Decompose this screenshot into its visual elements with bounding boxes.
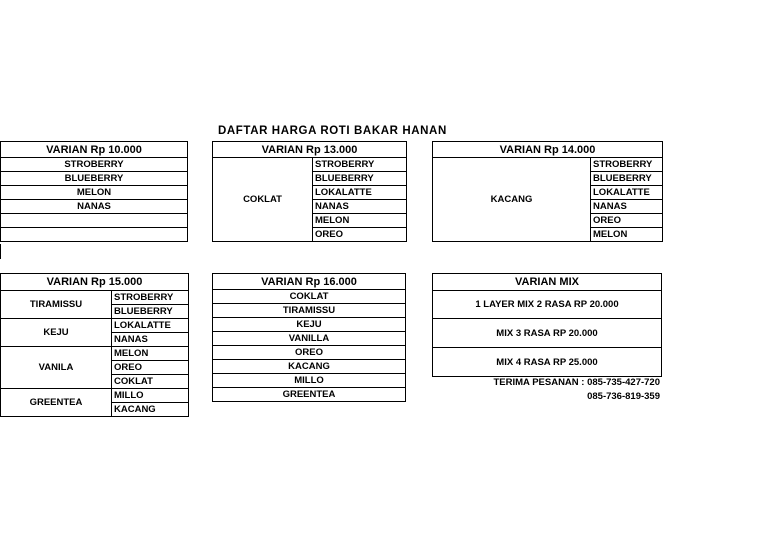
- list-item: MELON: [112, 347, 189, 361]
- list-item: NANAS: [1, 200, 188, 214]
- list-item: NANAS: [591, 200, 663, 214]
- page-title: DAFTAR HARGA ROTI BAKAR HANAN: [218, 125, 447, 137]
- contact-line-2: 085-736-819-359: [587, 391, 660, 402]
- contact-line-1: TERIMA PESANAN : 085-735-427-720: [493, 377, 660, 388]
- list-item: NANAS: [112, 333, 189, 347]
- divider: [0, 244, 1, 259]
- base-flavor: COKLAT: [213, 158, 313, 242]
- table-varian-16000: [212, 273, 406, 402]
- list-item: KEJU: [213, 318, 406, 332]
- group-name: TIRAMISSU: [1, 291, 112, 319]
- base-flavor: KACANG: [433, 158, 591, 242]
- list-item: MELON: [591, 228, 663, 242]
- table-header: VARIAN Rp 13.000: [213, 142, 407, 158]
- table-header: VARIAN MIX: [433, 274, 662, 291]
- list-item: TIRAMISSU: [213, 304, 406, 318]
- list-item: LOKALATTE: [591, 186, 663, 200]
- table-varian-10000: [0, 141, 188, 242]
- list-item: BLUEBERRY: [1, 172, 188, 186]
- list-item: OREO: [213, 346, 406, 360]
- list-item: BLUEBERRY: [591, 172, 663, 186]
- list-item: LOKALATTE: [112, 319, 189, 333]
- table-varian-15000: [0, 273, 189, 417]
- list-item: COKLAT: [213, 290, 406, 304]
- table-header: VARIAN Rp 16.000: [213, 274, 406, 290]
- list-item: LOKALATTE: [313, 186, 407, 200]
- list-item: KACANG: [213, 360, 406, 374]
- list-item: MILLO: [213, 374, 406, 388]
- table-header: VARIAN Rp 10.000: [1, 142, 188, 158]
- list-item: KACANG: [112, 403, 189, 417]
- list-item: STROBERRY: [112, 291, 189, 305]
- list-item: MELON: [313, 214, 407, 228]
- list-item: COKLAT: [112, 375, 189, 389]
- empty-cell: [1, 228, 188, 242]
- list-item: STROBERRY: [313, 158, 407, 172]
- list-item: 1 LAYER MIX 2 RASA RP 20.000: [433, 291, 662, 319]
- table-varian-13000: [212, 141, 407, 242]
- table-header: VARIAN Rp 14.000: [433, 142, 663, 158]
- group-name: GREENTEA: [1, 389, 112, 417]
- list-item: OREO: [591, 214, 663, 228]
- list-item: STROBERRY: [591, 158, 663, 172]
- list-item: STROBERRY: [1, 158, 188, 172]
- list-item: GREENTEA: [213, 388, 406, 402]
- group-name: VANILA: [1, 347, 112, 389]
- group-name: KEJU: [1, 319, 112, 347]
- list-item: BLUEBERRY: [112, 305, 189, 319]
- table-header: VARIAN Rp 15.000: [1, 274, 189, 291]
- list-item: OREO: [313, 228, 407, 242]
- list-item: BLUEBERRY: [313, 172, 407, 186]
- list-item: NANAS: [313, 200, 407, 214]
- empty-cell: [1, 214, 188, 228]
- table-varian-14000: [432, 141, 663, 242]
- table-varian-mix: [432, 273, 662, 377]
- list-item: MIX 3 RASA RP 20.000: [433, 319, 662, 348]
- list-item: VANILLA: [213, 332, 406, 346]
- list-item: MELON: [1, 186, 188, 200]
- list-item: OREO: [112, 361, 189, 375]
- list-item: MIX 4 RASA RP 25.000: [433, 348, 662, 377]
- list-item: MILLO: [112, 389, 189, 403]
